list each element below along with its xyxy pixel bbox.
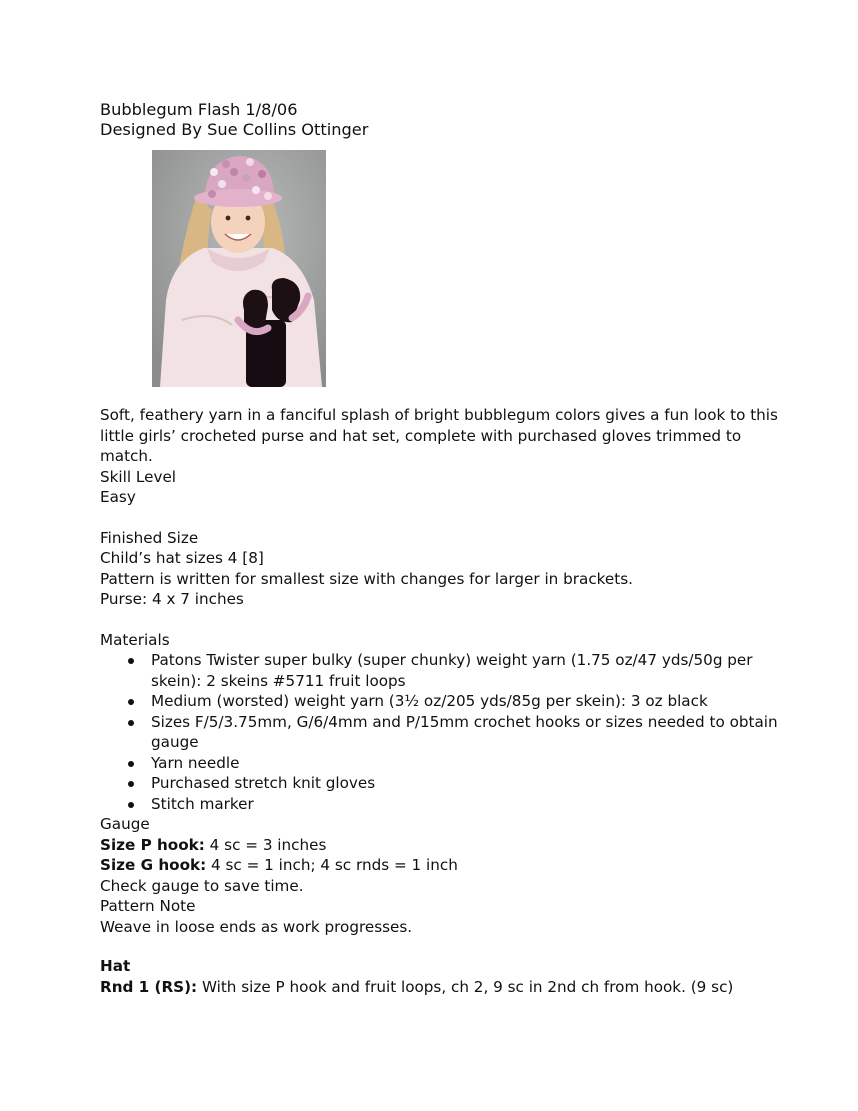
materials-item [151, 794, 780, 815]
gauge-size-g-value: 4 sc = 1 inch; 4 sc rnds = 1 inch [206, 856, 458, 874]
gauge-check: Check gauge to save time. [100, 876, 304, 895]
skill-level-value: Easy [100, 488, 136, 506]
materials-item-text: Purchased stretch knit gloves [151, 774, 376, 792]
hat-yarn-texture [230, 168, 238, 176]
materials-list [100, 650, 780, 814]
materials-item-text: Yarn needle [151, 753, 240, 772]
finished-size-heading: Finished Size [100, 528, 199, 547]
bullet-icon [128, 699, 134, 705]
materials-item-text: Stitch marker [151, 794, 254, 813]
bullet-icon [128, 720, 134, 726]
gauge-size-p-label: Size P hook: [100, 835, 205, 854]
photo-illustration [152, 150, 326, 387]
gauge-size-g-label: Size G hook: [100, 856, 207, 874]
materials-heading: Materials [100, 630, 170, 649]
materials-item-text: Sizes F/5/3.75mm, G/6/4mm and P/15mm crochet hooks or sizes needed to obtain gauge [151, 712, 778, 751]
finished-size-line: Pattern is written for smallest size with changes for larger in brackets. [100, 569, 633, 588]
hat-yarn-texture [222, 160, 230, 168]
hat-yarn-texture [208, 190, 216, 198]
bullet-icon [128, 658, 134, 664]
intro-paragraph: Soft, feathery yarn in a fanciful splash of bright bubblegum colors gives a fun look to this little girls’ crocheted purse and hat set, complete with purchased gloves trimmed to match. [100, 406, 778, 465]
gauge-heading: Gauge [100, 815, 150, 833]
pattern-note-text: Weave in loose ends as work progresses. [100, 917, 413, 936]
finished-size-line: Purse: 4 x 7 inches [100, 590, 244, 608]
bullet-icon [128, 781, 134, 787]
hat-yarn-texture [246, 158, 254, 166]
pattern-note-heading: Pattern Note [100, 897, 196, 915]
hat-round-1-text: With size P hook and fruit loops, ch 2, 9 sc in 2nd ch from hook. (9 sc) [197, 977, 734, 996]
right-eye [246, 216, 251, 221]
hat-yarn-texture [242, 174, 250, 182]
child-in-crocheted-hat-photo [152, 150, 326, 387]
materials-item [151, 691, 780, 712]
gauge-size-g [100, 855, 780, 876]
hat-yarn-texture [252, 186, 260, 194]
hat-round-1 [100, 977, 780, 998]
materials-item [151, 650, 780, 691]
gauge-size-p-value: 4 sc = 3 inches [204, 835, 327, 854]
designer-credit: Designed By Sue Collins Ottinger [100, 120, 369, 139]
left-eye [226, 216, 231, 221]
materials-item [151, 753, 780, 774]
materials-item-text: Medium (worsted) weight yarn (3½ oz/205 yds/85g per skein): 3 oz black [151, 692, 708, 710]
materials-item [151, 712, 780, 753]
materials-item [151, 773, 780, 794]
gauge-size-p [100, 835, 780, 856]
finished-size-line: Child’s hat sizes 4 [8] [100, 549, 264, 567]
bullet-icon [128, 761, 134, 767]
hat-round-1-label: Rnd 1 (RS): [100, 977, 198, 996]
hat-yarn-texture [218, 180, 226, 188]
pattern-page [100, 100, 780, 997]
bullet-icon [128, 802, 134, 808]
hat-yarn-texture [210, 168, 218, 176]
pattern-title: Bubblegum Flash 1/8/06 [100, 100, 298, 119]
hat-yarn-texture [258, 170, 266, 178]
hat-yarn-texture [264, 192, 272, 200]
materials-item-text: Patons Twister super bulky (super chunky) weight yarn (1.75 oz/47 yds/50g per skein): 2 skeins #5711 fruit loops [151, 651, 753, 690]
hat-heading: Hat [100, 957, 131, 975]
skill-level-heading: Skill Level [100, 467, 177, 486]
